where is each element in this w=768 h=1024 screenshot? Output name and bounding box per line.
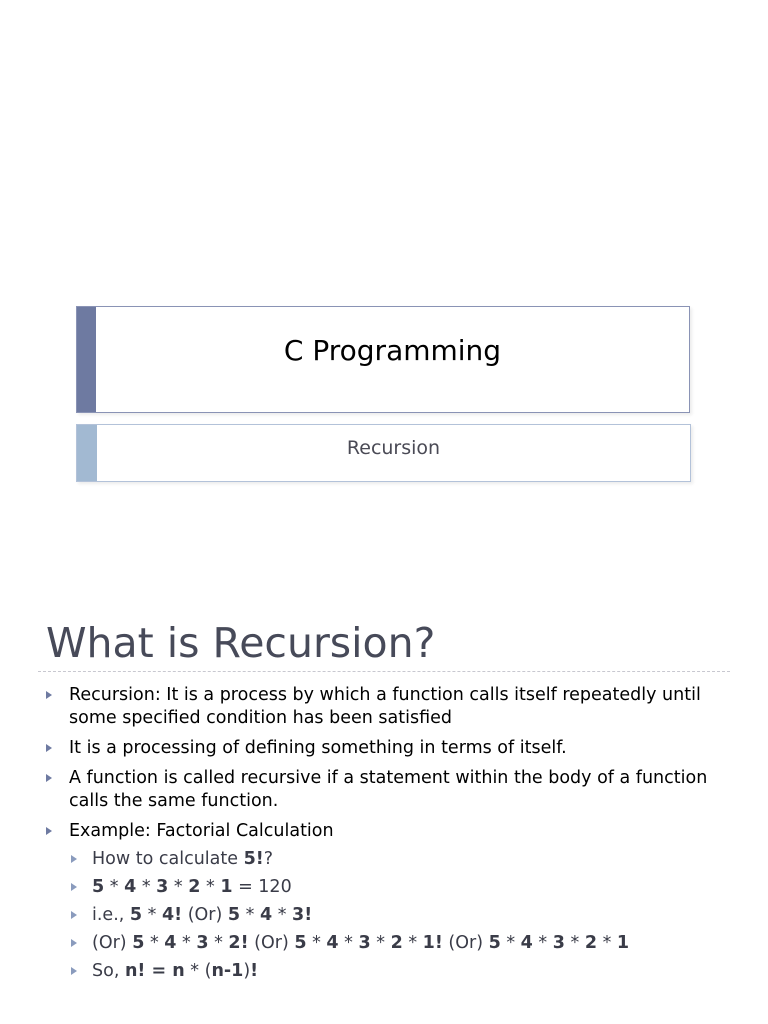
sub-bullet-bold: 4 bbox=[259, 905, 273, 925]
sub-bullet-text: * bbox=[104, 877, 125, 897]
bullet-item bbox=[46, 820, 736, 843]
sub-bullet-text: * bbox=[500, 933, 521, 953]
sub-bullet-arrow-icon bbox=[71, 939, 77, 947]
sub-bullet-text: * bbox=[136, 877, 157, 897]
sub-bullet-text: * bbox=[168, 877, 189, 897]
sub-bullet-text: (Or) bbox=[92, 933, 133, 953]
sub-bullet-item bbox=[46, 960, 736, 982]
sub-bullet-bold: 3 bbox=[358, 933, 371, 953]
sub-bullet-bold: 5 bbox=[227, 905, 241, 925]
sub-bullet-bold: 4 bbox=[326, 933, 339, 953]
sub-bullet-bold: 1 bbox=[616, 933, 630, 953]
sub-bullet-arrow-icon bbox=[71, 883, 77, 891]
sub-bullet-text: (Or) bbox=[182, 905, 228, 925]
sub-bullet-text: (Or) bbox=[442, 933, 489, 953]
bullet-text: A function is called recursive if a statement within the body of a function calls the same function. bbox=[69, 768, 708, 811]
sub-bullet-bold: n-1 bbox=[211, 961, 244, 981]
sub-bullet-text: * bbox=[208, 933, 229, 953]
sub-bullet-item bbox=[46, 848, 736, 870]
sub-bullet-text: How to calculate bbox=[92, 849, 244, 869]
subtitle-box bbox=[76, 424, 691, 482]
slide-title: C Programming bbox=[283, 333, 502, 367]
sub-bullet-bold: 2 bbox=[584, 933, 597, 953]
sub-bullet-text: So, bbox=[92, 961, 125, 981]
subtitle-accent-bar bbox=[77, 425, 97, 481]
sub-bullet-text: ? bbox=[263, 849, 274, 869]
sub-bullet-bold: 4! bbox=[161, 905, 183, 925]
sub-bullet-text: * ( bbox=[184, 961, 212, 981]
bullet-item bbox=[46, 767, 736, 813]
sub-bullet-bold: 2! bbox=[228, 933, 249, 953]
sub-bullet-bold: 5 bbox=[92, 877, 105, 897]
sub-bullet-bold: 5 bbox=[488, 933, 501, 953]
bullet-text: Recursion: It is a process by which a function calls itself repeatedly until some specified condition has been satisfied bbox=[69, 685, 701, 728]
section-heading: What is Recursion? bbox=[46, 619, 436, 667]
sub-bullet-bold: 1 bbox=[220, 877, 233, 897]
title-accent-bar bbox=[77, 307, 96, 412]
sub-bullet-bold: 5 bbox=[129, 905, 143, 925]
sub-bullet-bold: 4 bbox=[520, 933, 533, 953]
bullet-item bbox=[46, 684, 736, 730]
bullet-arrow-icon bbox=[46, 691, 52, 699]
bullet-arrow-icon bbox=[46, 774, 52, 782]
sub-bullet-text: = bbox=[232, 877, 259, 897]
sub-bullet-bold: 3 bbox=[196, 933, 209, 953]
sub-bullet-text: * bbox=[200, 877, 221, 897]
sub-bullet-bold: 4 bbox=[124, 877, 137, 897]
sub-bullet-item bbox=[46, 876, 736, 898]
sub-bullet-text: * bbox=[597, 933, 617, 953]
bullet-arrow-icon bbox=[46, 744, 52, 752]
sub-bullet-text: * bbox=[402, 933, 423, 953]
sub-bullet-bold: 2 bbox=[390, 933, 403, 953]
sub-bullet-bold: 3 bbox=[552, 933, 565, 953]
sub-bullet-bold: n bbox=[172, 961, 185, 981]
sub-bullet-text: * bbox=[338, 933, 359, 953]
sub-bullet-bold: 5! bbox=[243, 849, 264, 869]
sub-bullet-bold: 3! bbox=[292, 905, 313, 925]
sub-bullet-bold: n! bbox=[124, 961, 146, 981]
sub-bullet-bold: 4 bbox=[164, 933, 177, 953]
bullet-arrow-icon bbox=[46, 827, 52, 835]
sub-bullet-bold: 5 bbox=[132, 933, 145, 953]
sub-bullet-text: * bbox=[176, 933, 197, 953]
sub-bullet-bold: ! bbox=[250, 961, 259, 981]
title-box bbox=[76, 306, 690, 413]
sub-bullet-text: ) bbox=[243, 961, 251, 981]
sub-bullet-text: * bbox=[532, 933, 553, 953]
sub-bullet-text: * bbox=[306, 933, 327, 953]
bullet-text: It is a processing of defining something in terms of itself. bbox=[69, 738, 567, 758]
sub-bullet-text: * bbox=[240, 905, 260, 925]
sub-bullet-text: (Or) bbox=[248, 933, 295, 953]
slide-subtitle: Recursion bbox=[346, 437, 441, 459]
bullet-text: Example: Factorial Calculation bbox=[69, 821, 334, 841]
sub-bullet-bold: 1! bbox=[422, 933, 443, 953]
sub-bullet-arrow-icon bbox=[71, 855, 77, 863]
sub-bullet-text: * bbox=[370, 933, 391, 953]
sub-bullet-bold: 2 bbox=[188, 877, 201, 897]
sub-bullet-bold: 3 bbox=[156, 877, 169, 897]
sub-bullet-arrow-icon bbox=[71, 911, 77, 919]
bullet-item bbox=[46, 737, 736, 760]
sub-bullet-bold: 5 bbox=[294, 933, 307, 953]
bullet-list bbox=[46, 684, 736, 988]
sub-bullet-text: i.e., bbox=[92, 905, 130, 925]
heading-divider bbox=[38, 671, 730, 672]
sub-bullet-text: * bbox=[144, 933, 165, 953]
sub-bullet-bold: = bbox=[145, 961, 173, 981]
sub-bullet-text: * bbox=[272, 905, 293, 925]
sub-bullet-item bbox=[46, 932, 736, 954]
sub-bullet-text: 120 bbox=[258, 877, 292, 897]
sub-bullet-arrow-icon bbox=[71, 967, 77, 975]
sub-bullet-item bbox=[46, 904, 736, 926]
sub-bullet-text: * bbox=[564, 933, 585, 953]
sub-bullet-text: * bbox=[142, 905, 162, 925]
